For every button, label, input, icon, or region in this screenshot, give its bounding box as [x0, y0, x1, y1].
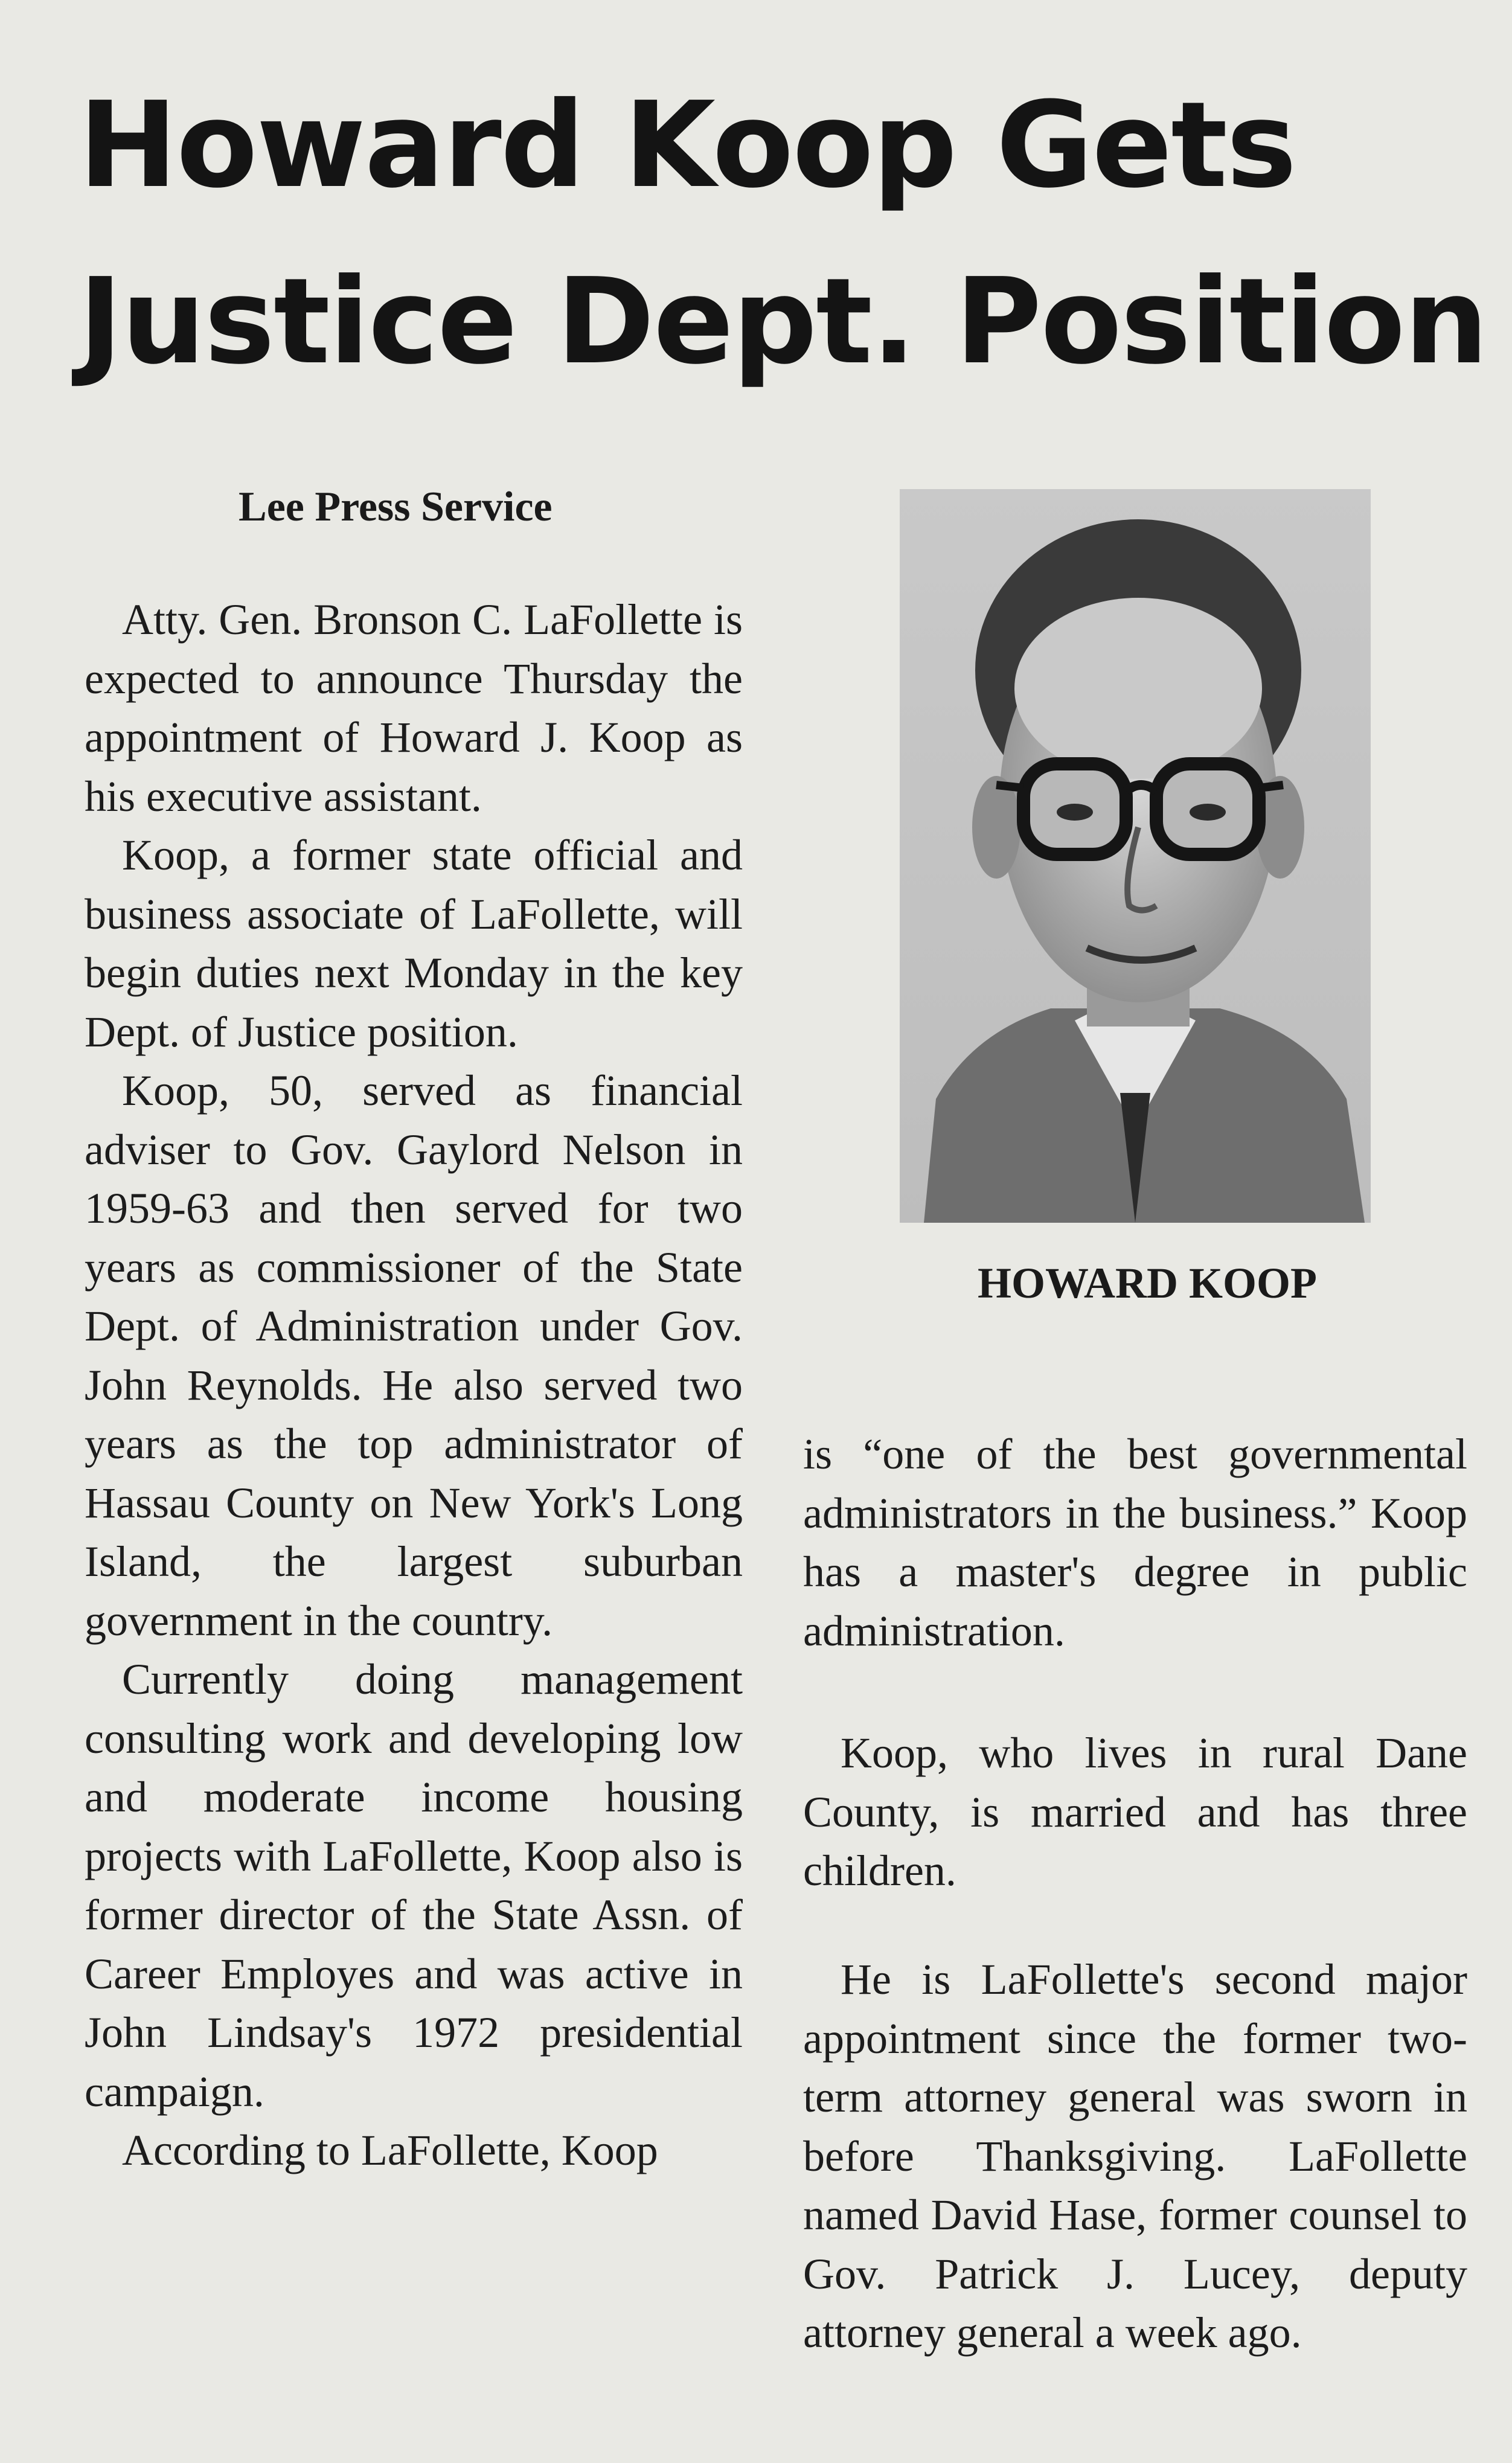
paragraph: According to LaFollette, Koop: [122, 2126, 658, 2174]
photo-caption: HOWARD KOOP: [977, 1259, 1317, 1307]
headline-line-1: Howard Koop Gets: [78, 77, 1296, 214]
byline: Lee Press Service: [239, 484, 553, 530]
portrait-illustration: [900, 489, 1371, 1223]
paragraph: Koop, who lives in rural Dane County, is married and has three children.: [803, 1729, 1467, 1895]
paragraph: is “one of the best governmental administrators in the business.” Koop has a master's degree in public administration.: [803, 1430, 1467, 1655]
paragraph: Koop, 50, served as financial adviser to Gov. Gaylord Nelson in 1959-63 and then served for two years as commissioner of the State Dept. of Administration under Gov. John Reynolds. He also served two years as the top administrator of Hassau County on New York's Long Island, the largest suburban government in the country.: [85, 1066, 743, 1645]
article-column-1: [85, 591, 743, 2180]
paragraph: He is LaFollette's second major appointment since the former two-term attorney general was sworn in before Thanksgiving. LaFollette named David Hase, former counsel to Gov. Patrick J. Lucey, deputy attorney general a week ago.: [803, 1955, 1467, 2357]
article-column-2-part-3: [803, 1950, 1467, 2363]
paragraph: Koop, a former state official and business associate of LaFollette, will begin duties next Monday in the key Dept. of Justice position.: [85, 831, 743, 1056]
portrait-photo: [900, 489, 1371, 1223]
article-column-2-part-1: [803, 1425, 1467, 1661]
paragraph: Atty. Gen. Bronson C. LaFollette is expected to announce Thursday the appointment of Howard J. Koop as his executive assistant.: [85, 595, 743, 821]
headline: [78, 57, 1487, 410]
headline-line-2: Justice Dept. Position: [78, 253, 1487, 391]
article-column-2-part-2: [803, 1724, 1467, 1901]
paragraph: Currently doing management consulting work and developing low and moderate income housing projects with LaFollette, Koop also is former director of the State Assn. of Career Employes and was active in John Lindsay's 1972 presidential campaign.: [85, 1655, 743, 2116]
